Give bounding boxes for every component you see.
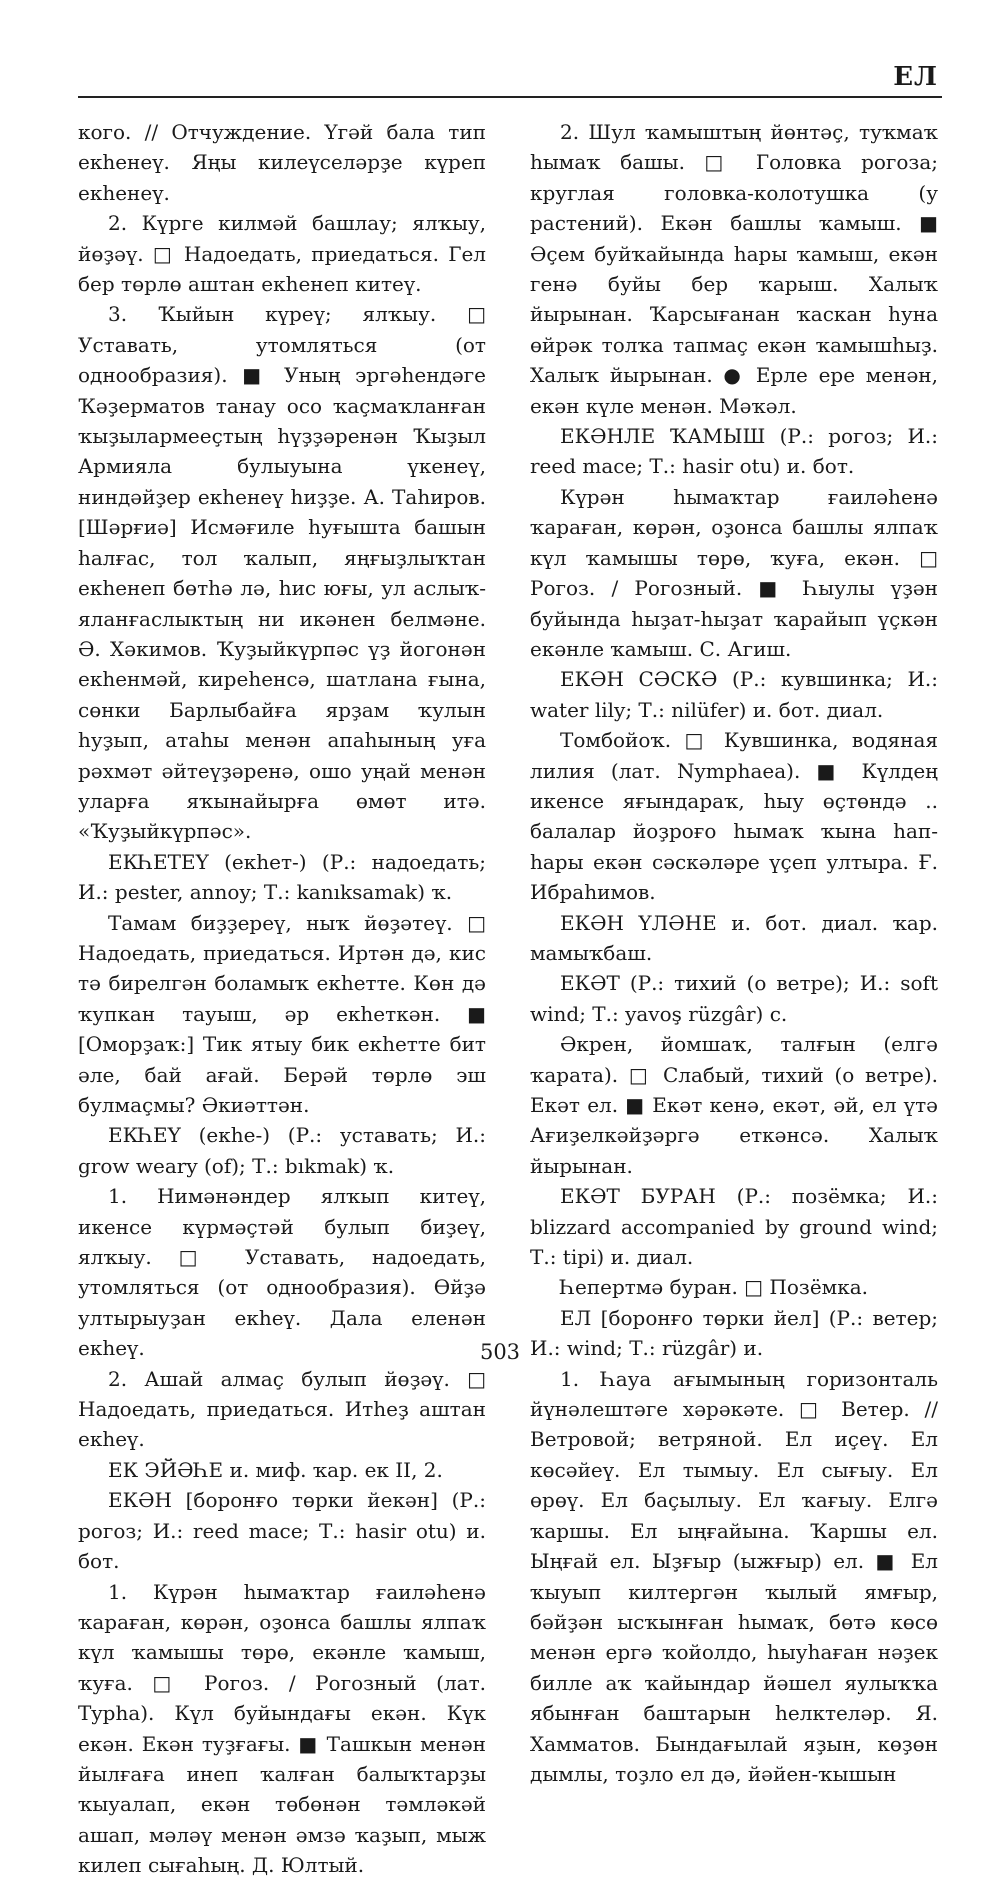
headword-entry: ЕКӘН ҮЛӘНЕ и. бот. диал. ҡар. мамыҡбаш.	[530, 910, 938, 965]
headword-entry: ЕКӘН [боронғо төрки йекән] (Р.: рогоз; И.: reed mace; Т.: hasir otu) и. бот.	[78, 1488, 486, 1574]
header-rule	[78, 96, 942, 98]
entry-paragraph: 2. Шул ҡамыштың йөнтәҫ, туҡмаҡ һымаҡ башы. □ Головка рогоза; круглая головка-колотушка (у растений). Екән башлы ҡамыш. ■ Әҫем буйҡайында һары ҡамыш, екән генә буйы бер ҡарыш. Халыҡ йырынан. Ҡарсығанан ҡаскан һуна өйрәк толҡа тапмаҫ екән ҡамышһыҙ. Халыҡ йырынан. ● Ерле ере менән, екән күле менән. Мәҡәл.	[530, 120, 938, 418]
page-number: 503	[479, 1340, 521, 1364]
right-column	[530, 117, 938, 1789]
entry-paragraph: 2. Күрге килмәй башлау; ялҡыу, йөҙәү. □ Надоедать, приедаться. Гел бер төрлө аштан екһенеп китеү.	[78, 211, 486, 297]
running-head: ЕЛ	[893, 62, 938, 92]
entry-paragraph: Тамам биҙҙереү, ныҡ йөҙәтеү. □ Надоедать, приедаться. Иртән дә, кис тә бирелгән боламыҡ екһетте. Көн дә ҡупкан тауыш, әр екһеткән. ■ [Оморҙаҡ:] Тик ятыу бик екһетте бит әле, бай ағай. Берәй төрлө эш булмаҫмы? Әкиәттән.	[78, 910, 486, 1117]
entry-paragraph: Һепертмә буран. □ Позёмка.	[560, 1275, 868, 1300]
headword-entry: ЕКӘТ БУРАН (Р.: позёмка; И.: blizzard accompanied by ground wind; Т.: tipi) и. диал.	[530, 1184, 938, 1270]
entry-paragraph: 3. Ҡыйын күреү; ялҡыу. □ Уставать, утомляться (от однообразия). ■ Уның эргәһендәге Ҡәҙерматов танау осо ҡаҫмаҡланған ҡыҙылармееҫтың һүҙҙәренән Ҡыҙыл Армияла булыуына үкенеү, ниндәйҙер екһенеү һиҙҙе. А. Таһиров. [Шәрғиә] Исмәғиле һуғышта башын һалғас, тол ҡалып, яңғыҙлыҡтан екһенеп бөтһә лә, һис юғы, ул аслыҡ-яланғаслыктың ни икәнен белмәне. Ә. Хәкимов. Ҡуҙыйкүрпәс үҙ йогонән екһенмәй, киреһенсә, шатлана ғына, сөнки Барлыбайға ярҙам ҡулын һуҙып, атаһы менән апаһының уға рәхмәт әйтеүҙәренә, ошо уңай менән уларға яҡынайырға өмөт итә. «Ҡуҙыйкүрпәс».	[78, 302, 486, 844]
headword-entry: ЕКҺЕҮ (екһе-) (Р.: уставать; И.: grow weary (of); Т.: bıkmak) ҡ.	[78, 1123, 486, 1178]
entry-paragraph: Әкрен, йомшаҡ, талғын (елгә ҡарата). □ Слабый, тихий (о ветре). Екәт ел. ■ Екәт кенә, екәт, әй, ел үтә Ағиҙелкәйҙәргә еткәнсә. Халыҡ йырынан.	[530, 1032, 938, 1178]
entry-paragraph: 1. Нимәнәндер ялҡып китеү, икенсе күрмәҫтәй булып биҙеү, ялҡыу. □ Уставать, надоедать, утомляться (от однообразия). Өйҙә ултырыуҙан екһеү. Дала еленән екһеү.	[78, 1184, 486, 1361]
headword-entry: ЕКӘНЛЕ ҠАМЫШ (Р.: рогоз; И.: reed mace; Т.: hasir otu) и. бот.	[530, 424, 938, 479]
left-column	[78, 117, 486, 1881]
headword-entry: ЕКӘТ (Р.: тихий (о ветре); И.: soft wind; Т.: yavoş rüzgâr) с.	[530, 971, 938, 1026]
entry-paragraph: Томбойоҡ. □ Кувшинка, водяная лилия (лат. Nymphaea). ■ Күлдең икенсе яғындараҡ, һыу өҫтөндә .. балалар йоҙроғо һымаҡ ҡына һап-һары екән сәскәләре үҫеп ултыра. Ғ. Ибраһимов.	[530, 728, 938, 905]
entry-paragraph: 1. Күрән һымаҡтар ғаиләһенә ҡараған, көрән, оҙонса башлы ялпаҡ күл ҡамышы төрө, екәнле ҡамыш, ҡуға. □ Рогоз. / Рогозный (лат. Typha). Күл буйындағы екән. Күк екән. Екән туҙғағы. ■ Ташкын менән йылғаға инеп ҡалған балыҡтарҙы ҡыуалап, екән төбөнән тәмләкәй ашап, мәләү менән әмзә ҡаҙып, мыж килеп сығаһың. Д. Юлтый.	[78, 1579, 486, 1878]
entry-paragraph: 2. Ашай алмаҫ булып йөҙәү. □ Надоедать, приедаться. Итһеҙ аштан екһеү.	[78, 1366, 486, 1452]
headword-entry: ЕКӘН СӘСКӘ (Р.: кувшинка; И.: water lily; Т.: nilüfer) и. бот. диал.	[530, 667, 938, 722]
entry-paragraph: Күрән һымаҡтар ғаиләһенә ҡараған, көрән, оҙонса башлы ялпаҡ күл ҡамышы төрө, ҡуға, екән. □ Рогоз. / Рогозный. ■ Һыулы үҙән буйында һыҙат-һыҙат ҡарайып үҫкән екәнле ҡамыш. С. Агиш.	[530, 484, 938, 661]
headword-entry: ЕЛ [боронғо төрки йел] (Р.: ветер; И.: wind; Т.: rüzgâr) и.	[530, 1305, 938, 1361]
headword-entry: ЕК ЭЙӘҺЕ и. миф. ҡар. ек II, 2.	[108, 1457, 443, 1482]
headword-entry: ЕКҺЕТЕҮ (екһет-) (Р.: надоедать; И.: pester, annoy; Т.: kanıksamak) ҡ.	[78, 849, 486, 905]
entry-paragraph: 1. Һауа ағымының горизонталь йүнәлештәге хәрәкәте. □ Ветер. // Ветровой; ветряной. Ел иҫеү. Ел көсәйеү. Ел тымыу. Ел сығыу. Ел өрөү. Ел баҫылыу. Ел ҡағыу. Елгә ҡаршы. Ел ыңғайына. Ҡаршы ел. Ыңғай ел. Ыҙғыр (ыжғыр) ел. ■ Ел ҡыуып килтергән ҡылый ямғыр, бәйҙән ысҡынған һымаҡ, бөтә көсө менән ергә ҡойолдо, һыуһаған нәҙек билле аҡ ҡайындар йәшел яулыҡҡа ябынған баштарын һелктеләр. Я. Хамматов. Бындағылай яҙын, көҙөн дымлы, тоҙло ел дә, йәйен-ҡышын	[530, 1366, 938, 1786]
entry-paragraph: кого. // Отчуждение. Үгәй бала тип екһенеү. Яңы килеүселәрҙе күреп екһенеү.	[78, 120, 486, 205]
